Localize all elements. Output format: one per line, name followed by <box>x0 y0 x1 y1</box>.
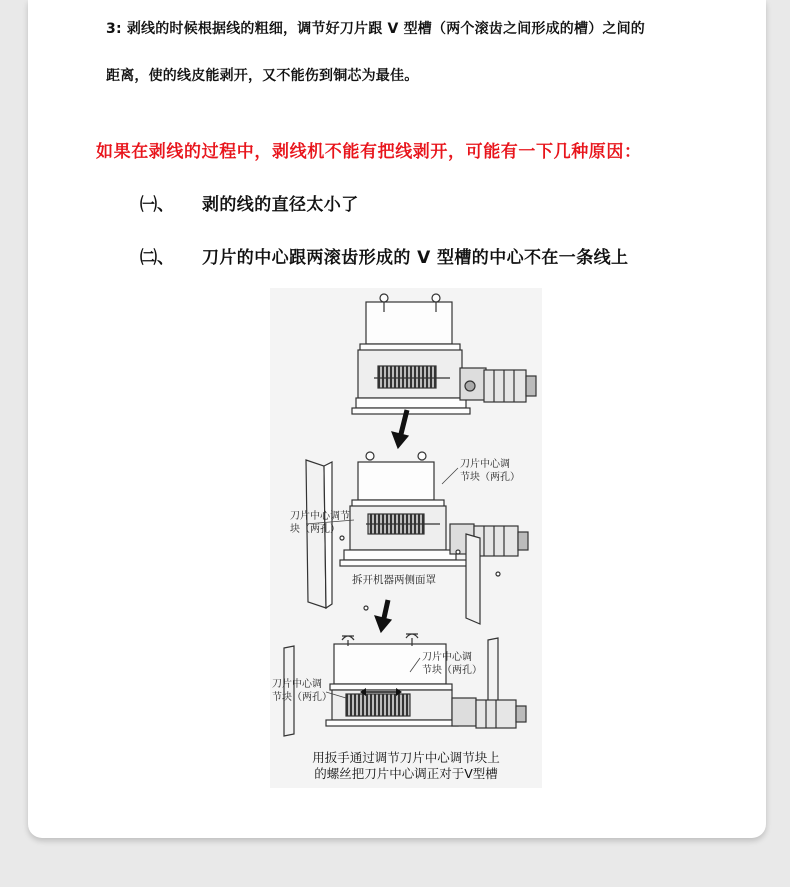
machine-illustration <box>270 288 542 788</box>
assembled-machine <box>352 294 536 414</box>
reason-1-text: 剥的线的直径太小了 <box>202 195 359 215</box>
instruction-line-2: 距离，使的线皮能剥开，又不能伤到铜芯为最佳。 <box>106 68 419 84</box>
machine-diagram <box>270 288 542 788</box>
warning-heading: 如果在剥线的过程中，剥线机不能有把线剥开，可能有一下几种原因： <box>96 142 642 162</box>
caption-remove-covers: 拆开机器两侧面罩 <box>352 574 436 586</box>
label-blade-block-mid-left: 刀片中心调节 块（两孔） <box>290 511 350 535</box>
instruction-line-1: 3: 剥线的时候根据线的粗细，调节好刀片跟 V 型槽（两个滚齿之间形成的槽）之间的 <box>106 21 645 37</box>
label-blade-block-top-right: 刀片中心调 节块（两孔） <box>460 459 520 483</box>
reason-1-marker: ㈠、 <box>140 195 174 215</box>
reason-2-marker: ㈡、 <box>140 248 174 268</box>
label-blade-block-bottom-left: 刀片中心调 节块（两孔） <box>272 679 332 703</box>
label-blade-block-bottom-right: 刀片中心调 节块（两孔） <box>422 652 482 676</box>
reason-2-text: 刀片的中心跟两滚齿形成的 V 型槽的中心不在一条线上 <box>202 248 629 268</box>
caption-adjust-instructions: 用扳手通过调节刀片中心调节块上 的螺丝把刀片中心调正对于V型槽 <box>312 750 500 781</box>
